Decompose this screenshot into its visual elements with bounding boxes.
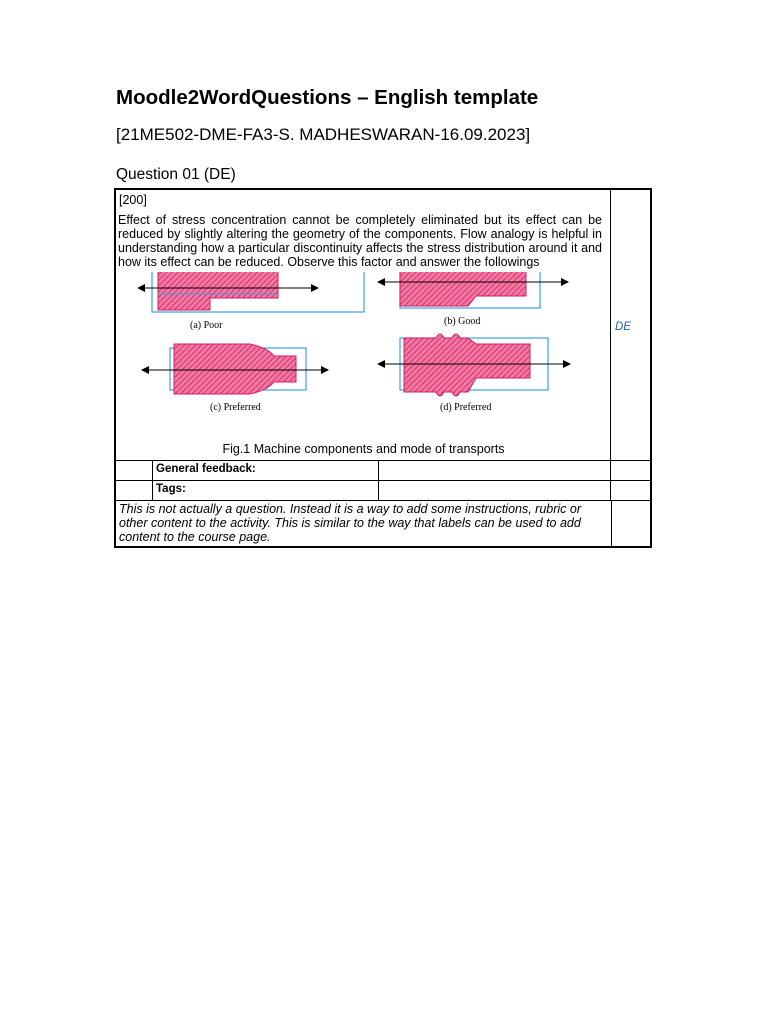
tags-value <box>379 481 611 500</box>
question-type-tag: DE <box>615 321 631 333</box>
question-cell <box>116 190 611 460</box>
component-d-preferred <box>378 334 570 413</box>
stress-concentration-figure <box>138 272 578 437</box>
question-text: Effect of stress concentration cannot be completely eliminated but its effect can be reduced by slightly altering the geometry of the components. Flow analogy is helpful in understanding how a particular discontinuity affects the stress distribution around it and how its effect can be reduced. Observe this factor and answer the followings <box>118 213 602 269</box>
label-c: (c) Preferred <box>210 402 261 413</box>
general-feedback-row <box>116 460 650 480</box>
question-table <box>114 188 652 548</box>
label-b: (b) Good <box>444 316 481 327</box>
footer-note-row <box>116 500 650 546</box>
component-a-poor <box>138 272 364 331</box>
general-feedback-label: General feedback: <box>153 461 379 480</box>
component-b-good <box>378 272 568 327</box>
tags-row <box>116 480 650 500</box>
document-subtitle: [21ME502-DME-FA3-S. MADHESWARAN-16.09.2023] <box>116 125 531 144</box>
tags-label: Tags: <box>153 481 379 500</box>
figure-caption: Fig.1 Machine components and mode of transports <box>222 442 505 456</box>
question-heading: Question 01 (DE) <box>116 166 236 183</box>
footer-note: This is not actually a question. Instead it is a way to add some instructions, rubric or other content to the activity. This is similar to the way that labels can be used to add content to the course page. <box>119 502 582 544</box>
label-a: (a) Poor <box>190 320 223 331</box>
document-title: Moodle2WordQuestions – English template <box>116 86 539 109</box>
general-feedback-value <box>379 461 611 480</box>
component-c-preferred <box>142 344 328 413</box>
label-d: (d) Preferred <box>440 402 492 413</box>
question-code: [200] <box>119 193 147 207</box>
